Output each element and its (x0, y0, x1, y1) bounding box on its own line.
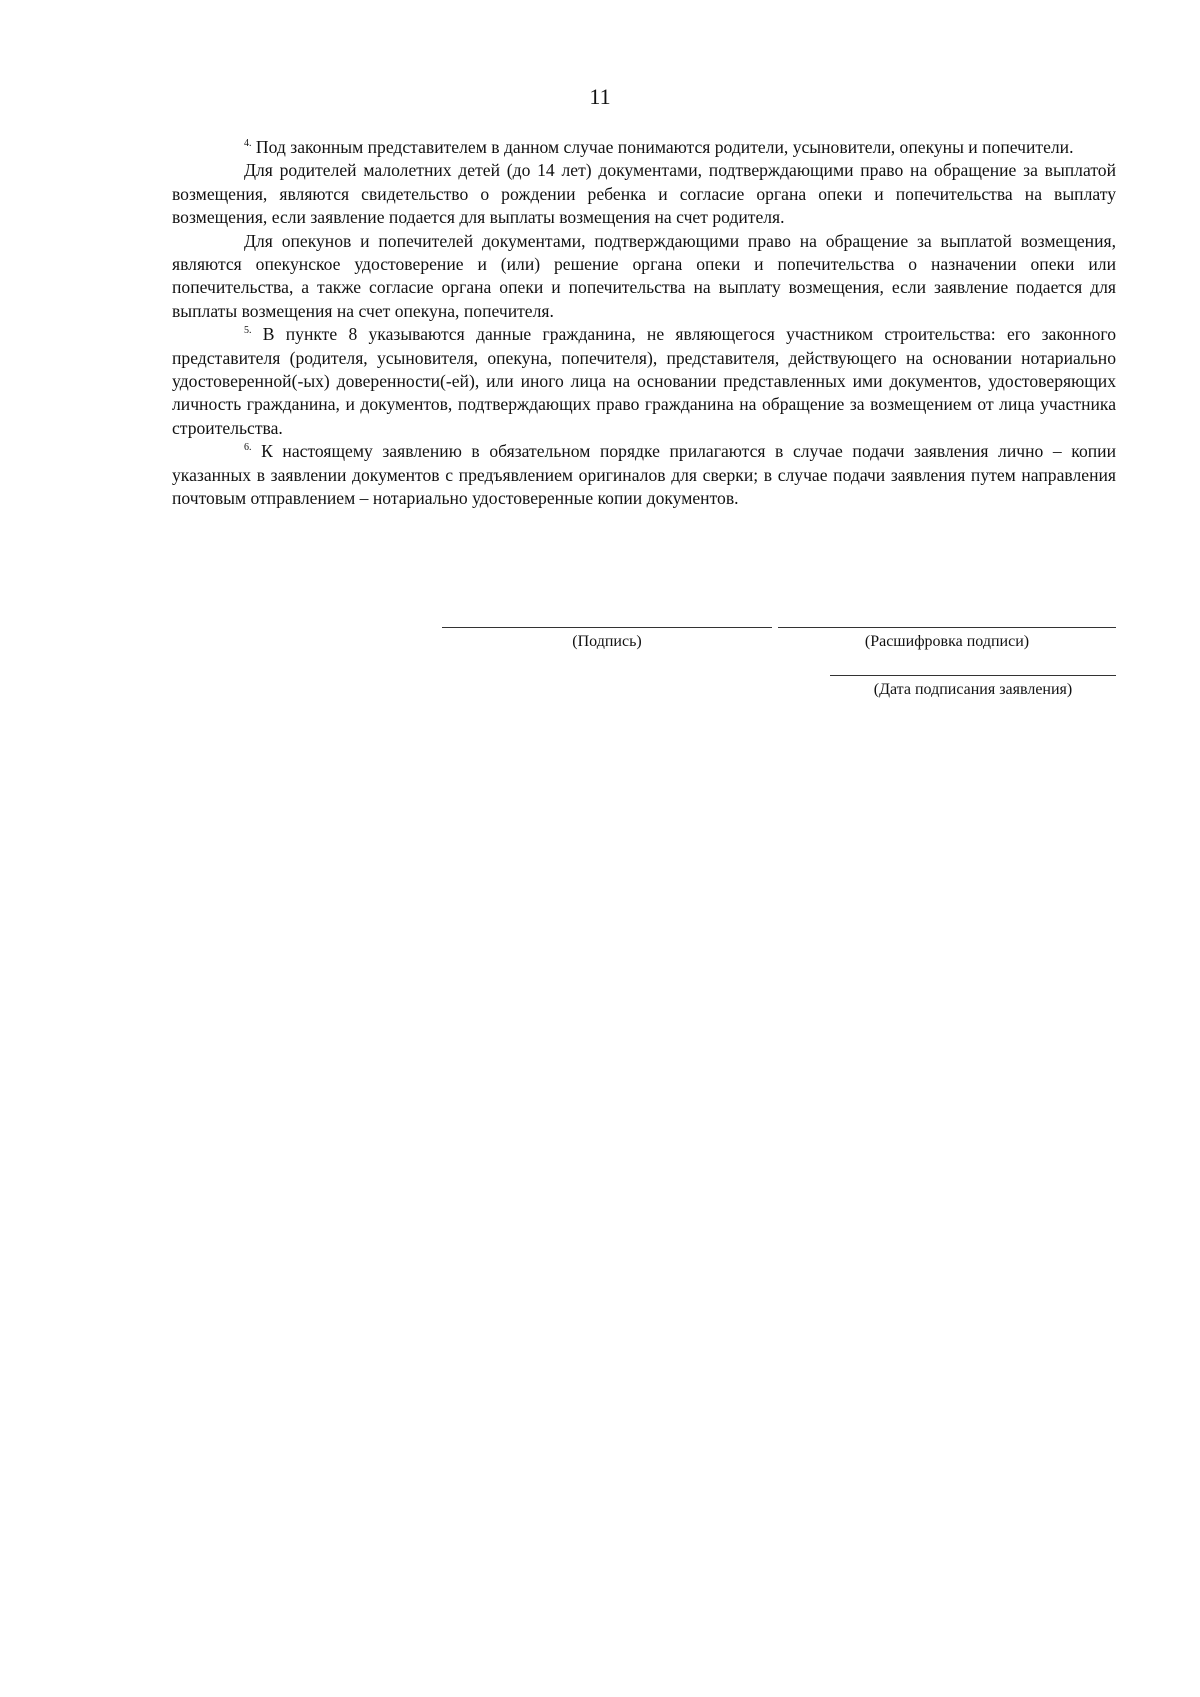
signature-line[interactable] (442, 627, 772, 628)
signing-date-caption: (Дата подписания заявления) (873, 681, 1073, 698)
footnote-mark: 5. (244, 325, 252, 337)
footnote-4 (172, 136, 1116, 159)
footnote-4-paragraph-guardians (172, 230, 1116, 324)
signing-date-line[interactable] (830, 675, 1116, 676)
signature-decoding-caption: (Расшифровка подписи) (864, 633, 1030, 650)
footnote-mark: 6. (244, 442, 252, 454)
signature-caption: (Подпись) (572, 633, 642, 650)
footnote-4-paragraph-parents (172, 159, 1116, 229)
footnote-text: Для родителей малолетних детей (до 14 лет) документами, подтверждающими право на обращение за выплатой возмещения, являются свидетельство о рождении ребенка и согласие органа опеки и попечительства на выплату возмещения, если заявление подается для выплаты возмещения на счет родителя. (172, 160, 1116, 228)
signature-decoding-line[interactable] (778, 627, 1116, 628)
footnote-text: Для опекунов и попечителей документами, подтверждающими право на обращение за выплатой возмещения, являются опекунское удостоверение и (или) решение органа опеки и попечительства о назначении опеки или попечительства, а также согласие органа опеки и попечительства на выплату возмещения, если заявление подается для выплаты возмещения на счет опекуна, попечителя. (172, 230, 1116, 321)
footnote-text: Под законным представителем в данном случае понимаются родители, усыновители, опекуны и попечители. (251, 137, 1074, 157)
footnote-5 (172, 323, 1116, 440)
footnote-6 (172, 440, 1116, 510)
footnote-text: В пункте 8 указываются данные гражданина, не являющегося участником строительства: его законного представителя (родителя, усыновителя, опекуна, попечителя), представителя, действующего на основании нотариально удостоверенной(-ых) доверенности(-ей), или иного лица на основании представленных ими документов, удостоверяющих личность гражданина, и документов, подтверждающих право гражданина на обращение за возмещением от лица участника строительства. (172, 324, 1116, 438)
footnote-mark: 4. (244, 138, 252, 150)
footnote-text: К настоящему заявлению в обязательном порядке прилагаются в случае подачи заявления лично – копии указанных в заявлении документов с предъявлением оригиналов для сверки; в случае подачи заявления путем направления почтовым отправлением – нотариально удостоверенные копии документов. (172, 441, 1116, 509)
page-number: 11 (589, 84, 611, 109)
footnotes (172, 136, 1116, 511)
